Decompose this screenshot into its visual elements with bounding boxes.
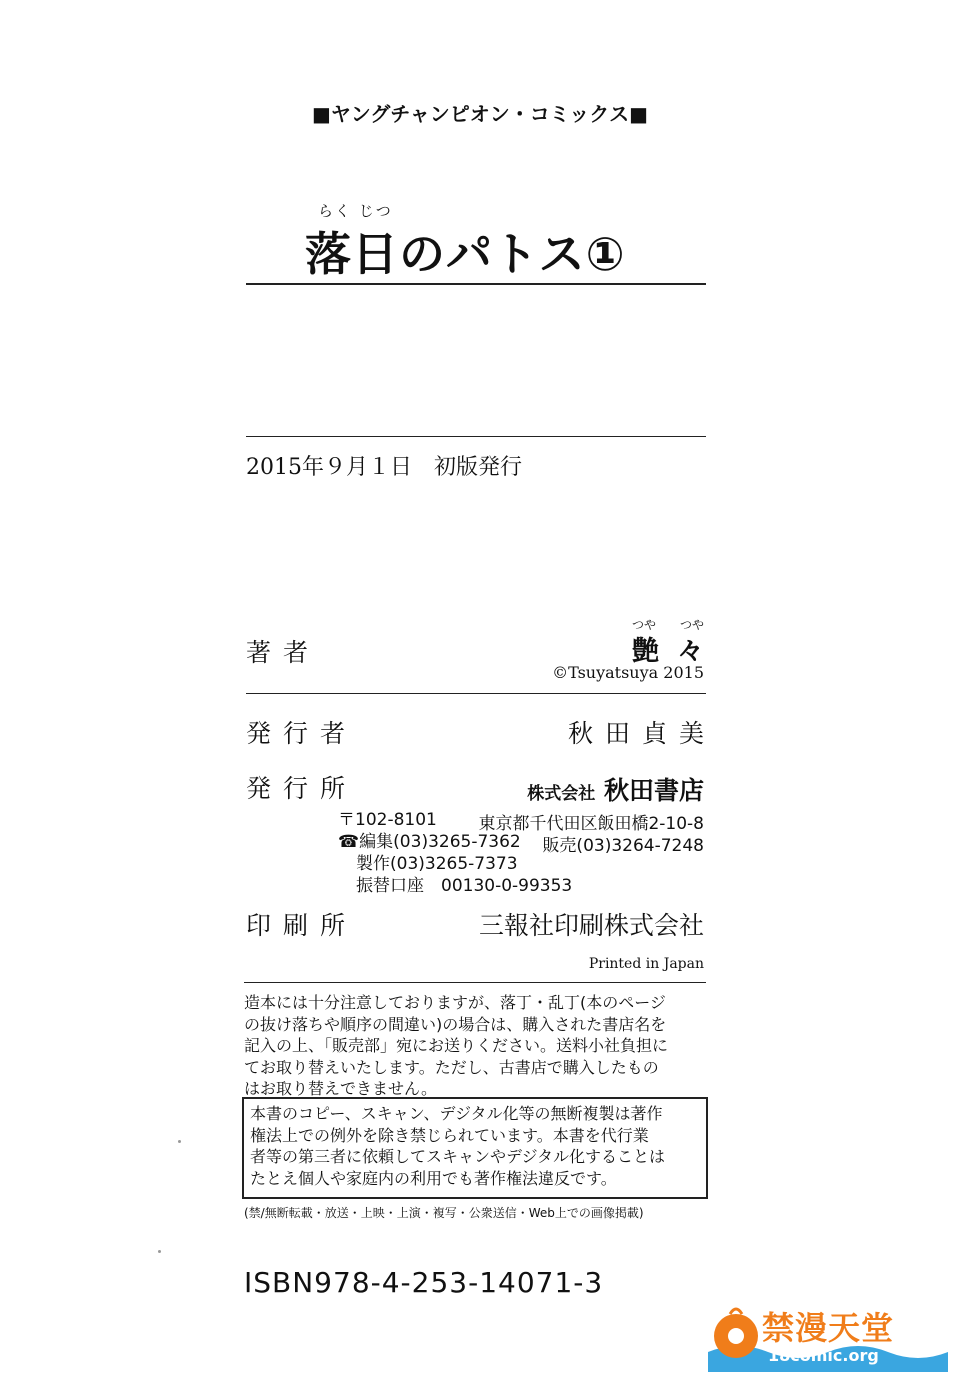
- prohibition-note: (禁/無断転載・放送・上映・上演・複写・公衆送信・Web上での画像掲載): [244, 1206, 644, 1220]
- watermark-text: 禁漫天堂: [762, 1309, 895, 1347]
- postal-code: 〒102-8101: [338, 810, 437, 830]
- printer-label: 印刷所: [246, 911, 358, 940]
- publication-date: 2015年９月１日 初版発行: [246, 455, 522, 480]
- copyright-notice-box: [242, 1097, 708, 1199]
- logo-mascot-face: [728, 1328, 744, 1344]
- street-address: 東京都千代田区飯田橋2-10-8: [478, 814, 704, 834]
- date-rule: [246, 436, 706, 437]
- notice-line: てお取り替えいたします。ただし、古書店で購入したもの: [244, 1057, 659, 1077]
- author-label: 著者: [246, 638, 321, 667]
- title-rule: [246, 283, 706, 285]
- phone-sales: 販売(03)3264-7248: [542, 836, 704, 856]
- author-name: 艶々: [632, 636, 722, 667]
- printed-in-japan: Printed in Japan: [588, 956, 704, 972]
- notice-line: 造本には十分注意しておりますが、落丁・乱丁(本のページ: [244, 993, 666, 1012]
- phone-production: 製作(03)3265-7373: [356, 854, 518, 874]
- speck: [158, 1250, 161, 1253]
- notice-line: 権法上での例外を除き禁じられています。本書を代行業: [250, 1125, 649, 1145]
- printer-name: 三報社印刷株式会社: [478, 911, 704, 940]
- series-name: ■ヤングチャンピオン・コミックス■: [312, 102, 648, 126]
- copyright-line: ©Tsuyatsuya 2015: [552, 663, 704, 682]
- title-ruby: らく じつ: [318, 202, 393, 220]
- book-title: 落日のパトス①: [305, 227, 626, 281]
- author-ruby: つや つや: [631, 618, 704, 632]
- defect-notice: [244, 992, 706, 1100]
- speck: [178, 1140, 181, 1143]
- publishing-house-name: [527, 771, 704, 807]
- publishing-house-label: 発行所: [246, 774, 358, 803]
- logo-sprout: [730, 1309, 742, 1314]
- kabushiki-kaisha: 株式会社: [527, 784, 596, 804]
- notice-line: はお取り替えできません。: [244, 1079, 437, 1098]
- notice-line: 本書のコピー、スキャン、デジタル化等の無断複製は著作: [250, 1104, 663, 1123]
- notice-line: 者等の第三者に依頼してスキャンやデジタル化することは: [250, 1147, 666, 1166]
- company-name: 秋田書店: [603, 776, 704, 805]
- notice-line: の抜け落ちや順序の間違い)の場合は、購入された書店名を: [244, 1014, 667, 1034]
- phone-edit: ☎編集(03)3265-7362: [338, 832, 521, 852]
- notice-rule: [244, 982, 706, 983]
- notice-line: たとえ個人や家庭内の利用でも著作権法違反です。: [250, 1168, 617, 1188]
- author-rule: [246, 693, 706, 694]
- publisher-label: 発行者: [246, 719, 358, 748]
- watermark-url: 18comic.org: [768, 1346, 879, 1365]
- isbn: ISBN978-4-253-14071-3: [244, 1266, 604, 1299]
- publisher-name: 秋田貞美: [567, 719, 716, 748]
- transfer-account: 振替口座 00130-0-99353: [356, 876, 573, 896]
- notice-line: 記入の上、「販売部」宛にお送りください。送料小社負担に: [244, 1036, 669, 1055]
